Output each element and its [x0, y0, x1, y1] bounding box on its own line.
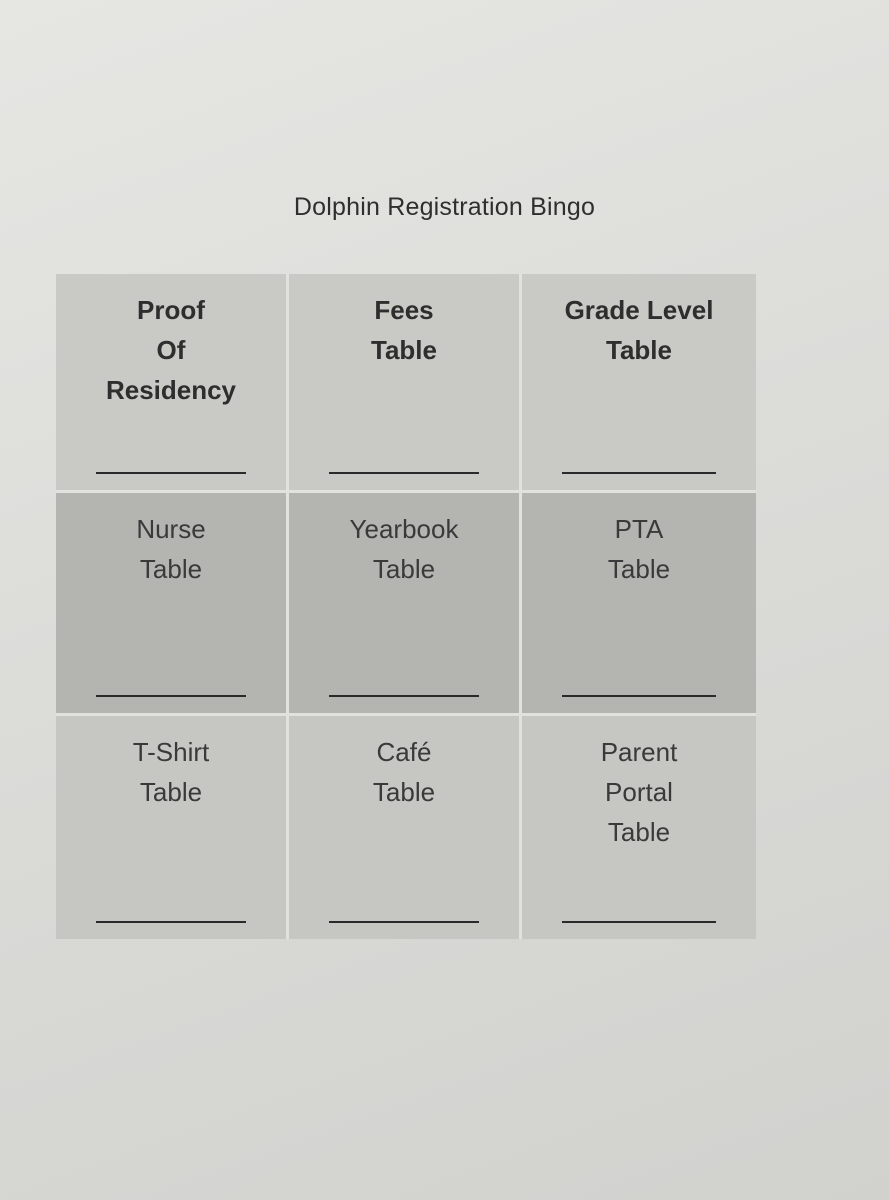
bingo-cell-pta-table — [522, 493, 756, 716]
cell-label: Fees Table — [371, 295, 437, 365]
bingo-cell-proof-of-residency — [56, 274, 289, 493]
bingo-cell-parent-portal-table — [522, 716, 756, 939]
cell-label: Café Table — [372, 737, 436, 807]
bingo-cell-nurse-table — [56, 493, 289, 716]
signature-line — [329, 472, 479, 474]
bingo-grid — [56, 274, 756, 939]
signature-line — [562, 472, 716, 474]
signature-line — [562, 695, 716, 697]
bingo-cell-fees-table — [289, 274, 522, 493]
signature-line — [329, 921, 479, 923]
cell-label: PTA Table — [607, 514, 671, 584]
signature-line — [329, 695, 479, 697]
cell-label: Proof Of Residency — [105, 295, 237, 405]
cell-label: Parent Portal Table — [600, 737, 678, 847]
cell-label: Grade Level Table — [564, 295, 714, 365]
bingo-cell-cafe-table — [289, 716, 522, 939]
signature-line — [96, 695, 246, 697]
bingo-cell-yearbook-table — [289, 493, 522, 716]
page-title: Dolphin Registration Bingo — [293, 193, 596, 221]
cell-label: Yearbook Table — [349, 514, 459, 584]
signature-line — [96, 472, 246, 474]
signature-line — [96, 921, 246, 923]
bingo-cell-grade-level-table — [522, 274, 756, 493]
bingo-cell-tshirt-table — [56, 716, 289, 939]
cell-label: Nurse Table — [136, 514, 206, 584]
cell-label: T-Shirt Table — [132, 737, 210, 807]
signature-line — [562, 921, 716, 923]
